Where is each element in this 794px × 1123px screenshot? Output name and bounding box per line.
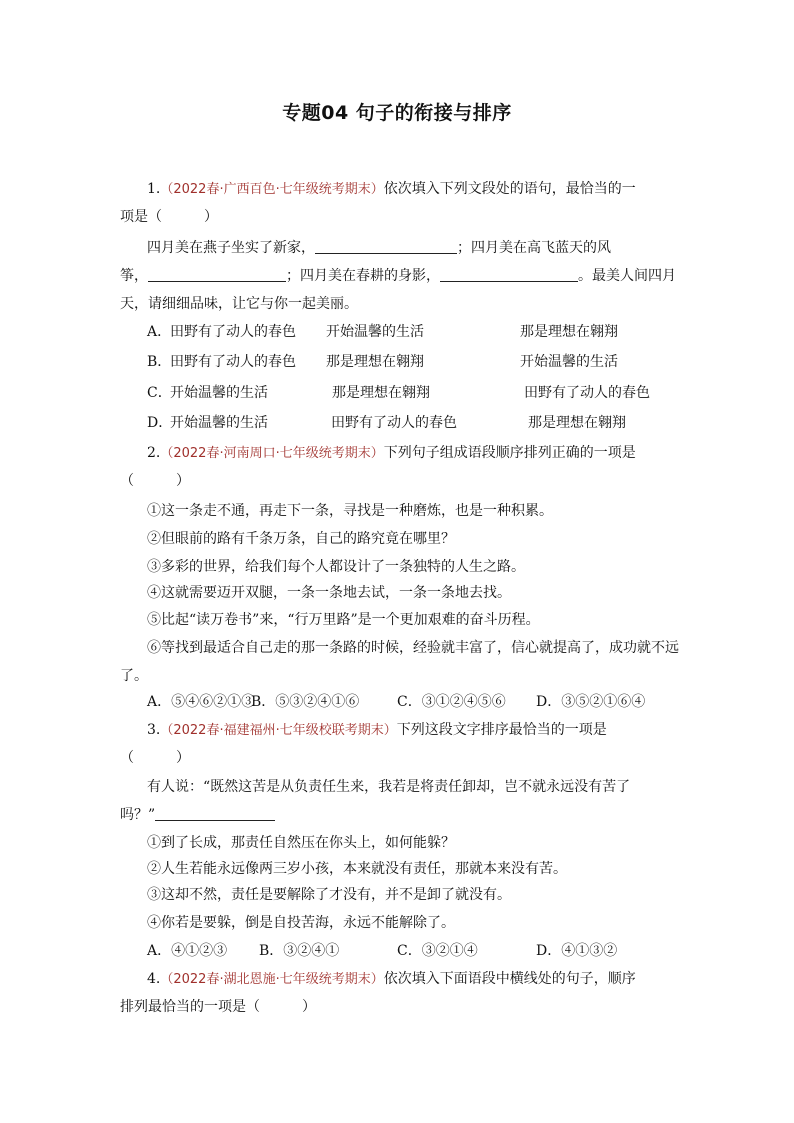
q1-passage-line1: 四月美在燕子坐实了新家， ；四月美在高飞蓝天的风 <box>147 240 611 256</box>
q3-option-c[interactable]: C．③②①④ <box>397 943 478 959</box>
q2-item: ⑥等找到最适合自己走的那一条路的时候，经验就丰富了，信心就提高了，成功就不远 <box>147 640 679 656</box>
q1-source: （2022春·广西百色·七年级统考期末） <box>160 182 384 197</box>
page-title: 专题04 句子的衔接与排序 <box>282 102 512 124</box>
q2-item-cont: 了。 <box>120 668 148 684</box>
q3-source: （2022春·福建福州·七年级校联考期末） <box>160 723 397 738</box>
q3-option-d[interactable]: D．④①③② <box>536 943 618 959</box>
q2-option-c[interactable]: C．③①②④⑤⑥ <box>397 694 506 710</box>
q4-stem-text: 依次填入下面语段中横线处的句子，顺序 <box>383 971 636 987</box>
q2-stem <box>147 443 636 464</box>
q4-stem-end: 排列最恰当的一项是（ ） <box>120 999 316 1015</box>
q2-item: ④这就需要迈开双腿，一条一条地去试，一条一条地去找。 <box>147 585 511 601</box>
q3-option-a[interactable]: A．④①②③ <box>147 943 228 959</box>
q3-quote-line2: 吗？” <box>120 805 275 825</box>
q1-stem-text: 依次填入下列文段处的语句，最恰当的一 <box>383 181 636 197</box>
q2-option-a[interactable]: A．⑤④⑥②①③ <box>147 694 256 710</box>
q2-option-b[interactable]: B．⑤③②④①⑥ <box>251 694 360 710</box>
q2-stem-end: （ ） <box>120 473 190 489</box>
q2-number: 2. <box>147 445 161 461</box>
q4-source: （2022春·湖北恩施·七年级统考期末） <box>160 972 384 987</box>
q3-stem <box>147 720 607 741</box>
q3-item: ①到了长成，那责任自然压在你头上，如何能躲？ <box>147 835 455 851</box>
q2-option-d[interactable]: D．③⑤②①⑥④ <box>536 694 646 710</box>
q1-passage-line3: 天，请细细品味，让它与你一起美丽。 <box>120 296 358 312</box>
q3-item: ④你若是要躲，倒是自投苦海，永远不能解除了。 <box>147 915 455 931</box>
q1-stem <box>147 179 636 200</box>
q2-item: ②但眼前的路有千条万条，自己的路究竟在哪里？ <box>147 531 455 547</box>
q3-stem-text: 下列这段文字排序最恰当的一项是 <box>396 722 607 738</box>
blank-2[interactable] <box>148 267 286 282</box>
q3-item: ③这却不然，责任是要解除了才没有，并不是卸了就没有。 <box>147 887 511 903</box>
q3-item: ②人生若能永远像两三岁小孩，本来就没有责任，那就本来没有苦。 <box>147 861 567 877</box>
blank-4[interactable] <box>155 806 275 821</box>
q2-item: ⑤比起“读万卷书”来，“行万里路”是一个更加艰难的奋斗历程。 <box>147 612 540 628</box>
q2-item: ①这一条走不通，再走下一条，寻找是一种磨炼，也是一种积累。 <box>147 503 553 519</box>
q1-passage-line2: 筝， ；四月美在春耕的身影， 。最美人间四月 <box>120 268 676 284</box>
q3-number: 3. <box>147 722 161 738</box>
q2-item: ③多彩的世界，给我们每个人都设计了一条独特的人生之路。 <box>147 559 525 575</box>
q1-stem-end: 项是（ ） <box>120 209 218 225</box>
q4-number: 4. <box>147 971 161 987</box>
q3-quote-line1: 有人说：“既然这苦是从负责任生来，我若是将责任卸却，岂不就永远没有苦了 <box>147 779 631 795</box>
q3-option-b[interactable]: B．③②④① <box>259 943 340 959</box>
q4-stem <box>147 969 636 990</box>
blank-1[interactable] <box>315 239 457 254</box>
q3-stem-end: （ ） <box>120 750 190 766</box>
q2-stem-text: 下列句子组成语段顺序排列正确的一项是 <box>383 445 636 461</box>
blank-3[interactable] <box>440 267 578 282</box>
q2-source: （2022春·河南周口·七年级统考期末） <box>160 446 384 461</box>
document-page: 专题04 句子的衔接与排序 1.（2022春·广西百色·七年级统考期末）依次填入下列文段处的语句，最恰当的一 项是（ ） 四月美在燕子坐实了新家， ；四月美在高飞蓝天的风 筝， ；四月美在春耕的身影， 。最美人间四月 天，请细细品味，让它与你一起美丽。 A． 田野有了动人的春色 开始温馨的生活 那是理想在翱翔 B． 田野有了动人的春色 那是理想在翱翔 开始温馨的生活 C． 开始温馨的生活 那是理想在翱翔 田野有了动人的春色 D． 开始温馨的生活 田野有了动人的春色 那是理想在翱翔 2.（2022春·河南周口·七年级统考期末）下列句子组成语段顺序排列正确的一项是 （ ） ①这一条走不通，再走下一条，寻找是一种磨炼，也是一种积累。 ②但眼前的路有千条万条，自己的路究竟在哪里？ ③多彩的世界，给我们每个人都设计了一条独特的人生之路。 ④这就需要迈开双腿，一条一条地去试，一条一条地去找。 ⑤比起“读万卷书”来，“行万里路”是一个更加艰难的奋斗历程。 ⑥等找到最适合自己走的那一条路的时候，经验就丰富了，信心就提高了，成功就不远 了。 A．⑤④⑥②①③ B．⑤③②④①⑥ C．③①②④⑤⑥ D．③⑤②①⑥④ 3.（2022春·福建福州·七年级校联考期末）下列这段文字排序最恰当的一项是 （ ） 有人说：“既然这苦是从负责任生来，我若是将责任卸却，岂不就永远没有苦了 吗？” ①到了长成，那责任自然压在你头上，如何能躲？ ②人生若能永远像两三岁小孩，本来就没有责任，那就本来没有苦。 ③这却不然，责任是要解除了才没有，并不是卸了就没有。 ④你若是要躲，倒是自投苦海，永远不能解除了。 A．④①②③ B．③②④① C．③②①④ D．④①③② 4.（2022春·湖北恩施·七年级统考期末）依次填入下面语段中横线处的句子，顺序 排列最恰当的一项是（ ） <box>0 0 794 1123</box>
q1-number: 1. <box>147 181 161 197</box>
